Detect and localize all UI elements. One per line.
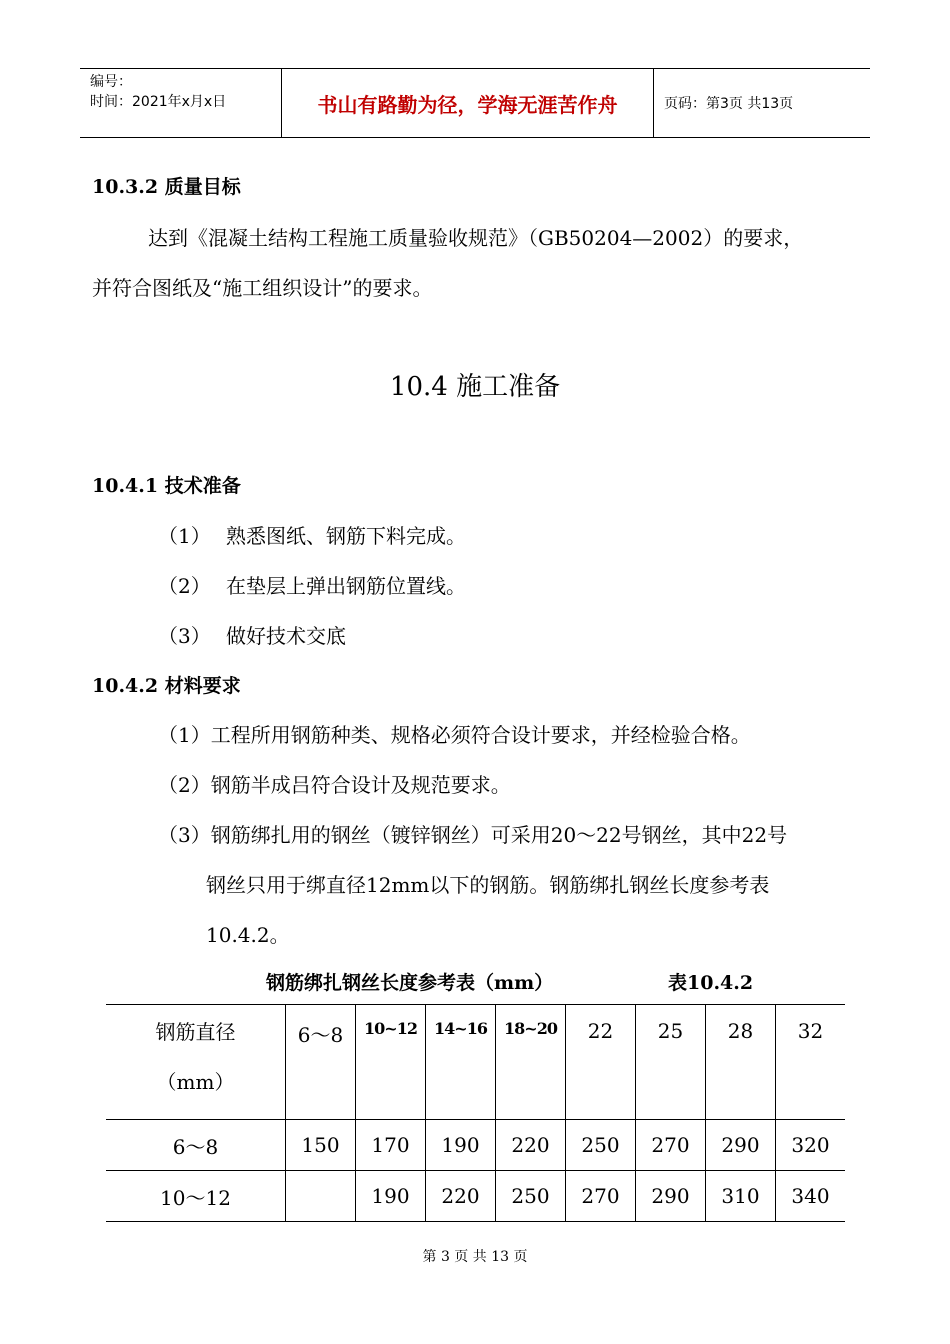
table-cell: 220 — [496, 1120, 566, 1171]
table-header-cell: 28 — [706, 1005, 776, 1120]
table-header-cell: 18~20 — [496, 1005, 566, 1120]
section-10-4-1-title: 10.4.1 技术准备 — [92, 475, 241, 497]
header-label-line1: 钢筋直径 — [155, 1020, 236, 1044]
table-row — [106, 1120, 845, 1171]
header-motto: 书山有路勤为径，学海无涯苦作舟 — [282, 69, 654, 137]
table-header-cell: 6～8 — [286, 1005, 356, 1120]
table-cell: 250 — [566, 1120, 636, 1171]
table-header-cell: 32 — [776, 1005, 846, 1120]
date-label: 时间：2021年x月x日 — [90, 94, 227, 110]
table-cell: 340 — [776, 1171, 846, 1222]
table-header-row — [106, 1005, 845, 1120]
list-item-text: 熟悉图纸、钢筋下料完成。 — [226, 524, 466, 548]
list-item-number: （2） — [158, 574, 211, 598]
code-label: 编号： — [90, 74, 132, 90]
section-10-4-2-title: 10.4.2 材料要求 — [92, 675, 241, 697]
section-10-4-title: 10.4 施工准备 — [389, 372, 561, 402]
material-item-3-line3: 10.4.2。 — [206, 923, 290, 947]
table-header-label — [106, 1005, 286, 1120]
header-meta — [80, 69, 282, 137]
material-item-3-line1: （3）钢筋绑扎用的钢丝（镀锌钢丝）可采用20～22号钢丝，其中22号 — [158, 823, 788, 847]
list-item-number: （1） — [158, 524, 211, 548]
table-caption: 钢筋绑扎钢丝长度参考表（mm） — [266, 972, 554, 994]
table-header-cell: 25 — [636, 1005, 706, 1120]
table-cell: 250 — [496, 1171, 566, 1222]
material-item-2: （2）钢筋半成吕符合设计及规范要求。 — [158, 773, 511, 797]
list-item-number: （3） — [158, 624, 211, 648]
material-item-3-line2: 钢丝只用于绑直径12mm以下的钢筋。钢筋绑扎钢丝长度参考表 — [206, 873, 770, 897]
table-cell: 150 — [286, 1120, 356, 1171]
table-cell: 220 — [426, 1171, 496, 1222]
table-header-cell: 10~12 — [356, 1005, 426, 1120]
section-10-3-2-line2: 并符合图纸及“施工组织设计”的要求。 — [92, 276, 433, 300]
table-row — [106, 1171, 845, 1222]
table-row-label: 10～12 — [106, 1171, 286, 1222]
section-10-3-2-line1: 达到《混凝土结构工程施工质量验收规范》（GB50204—2002）的要求， — [148, 226, 804, 250]
list-item-text: 做好技术交底 — [226, 624, 346, 648]
table-cell: 170 — [356, 1120, 426, 1171]
section-10-3-2-title: 10.3.2 质量目标 — [92, 176, 241, 198]
page-footer: 第 3 页 共 13 页 — [422, 1249, 528, 1265]
material-item-1: （1）工程所用钢筋种类、规格必须符合设计要求，并经检验合格。 — [158, 723, 751, 747]
table-cell: 190 — [356, 1171, 426, 1222]
list-item-text: 在垫层上弹出钢筋位置线。 — [226, 574, 466, 598]
table-cell: 190 — [426, 1120, 496, 1171]
table-cell: 320 — [776, 1120, 846, 1171]
wire-length-table — [106, 1004, 845, 1222]
page-header — [80, 68, 870, 138]
table-cell: 270 — [566, 1171, 636, 1222]
header-label-line2: （mm） — [156, 1070, 235, 1094]
table-cell: 290 — [636, 1171, 706, 1222]
table-header-cell: 22 — [566, 1005, 636, 1120]
table-cell: 310 — [706, 1171, 776, 1222]
table-cell — [286, 1171, 356, 1222]
table-cell: 270 — [636, 1120, 706, 1171]
table-number: 表10.4.2 — [668, 972, 754, 994]
table-header-cell: 14~16 — [426, 1005, 496, 1120]
table-cell: 290 — [706, 1120, 776, 1171]
header-page-info: 页码：第3页 共13页 — [664, 96, 794, 112]
table-row-label: 6～8 — [106, 1120, 286, 1171]
